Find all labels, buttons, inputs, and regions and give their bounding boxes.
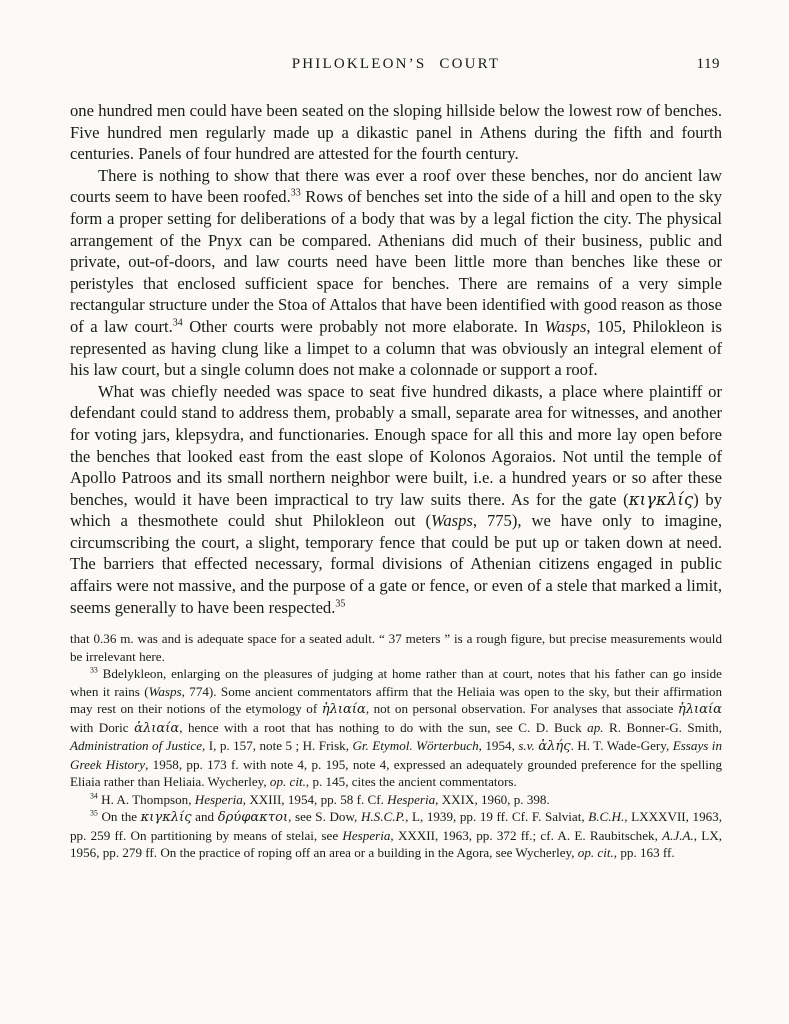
text-run: , pp. 163 ff. — [613, 845, 675, 861]
text-run: What was chiefly needed was space to seat five hundred dikasts, a place where plaintiff or defendant could stand to address them, probably a small, separate area for witnesses, and another for voting jars, klepsydra, and functionaries. Enough space for all this and more lay open before the benches that looked east from the east slope of Kolonos Agoraios. Not until the temple of Apollo Patroos and its small northern neighbor were built, i.e. a hundred years or so after these benches, would it have been impractical to try law suits there. As for the gate ( — [70, 381, 722, 509]
italic-text: Hesperia — [342, 827, 391, 843]
italic-text: op. cit. — [577, 845, 614, 861]
footnote-paragraph — [70, 630, 722, 665]
italic-text: op. cit. — [269, 774, 306, 790]
footnote-marker: 34 — [172, 317, 183, 329]
italic-text: Wasps — [544, 316, 587, 336]
italic-text: Wasps — [148, 683, 182, 699]
footnote-marker: 33 — [90, 665, 98, 675]
footnote-paragraph — [70, 808, 722, 862]
footnote-marker: 35 — [335, 598, 346, 610]
text-run: , XXIX, 1960, p. 398. — [435, 791, 550, 807]
text-run: with Doric — [70, 719, 135, 735]
text-run: Bdelykleon, enlarging on the pleasures of judging at home rather than at court, notes that his father can go inside when it rains ( — [70, 666, 722, 699]
text-run: , 1958, pp. 173 f. with note 4, p. 195, note 4, expressed an adequately grounded preference for the spelling Eliaia rather than Heliaia. Wycherley, — [70, 756, 723, 790]
text-run: , 775), we have only to imagine, circumscribing the court, a slight, temporary fence that could be put up or taken down at need. The barriers that effected necessary, formal divisions of Athenian citizens engaged in public affairs were not massive, and the purpose of a gate or fence, or even of a stele that marked a limit, seems generally to have been respected. — [70, 511, 722, 617]
running-head-title: PHILOKLEON’S COURT — [291, 56, 501, 72]
running-header — [70, 56, 722, 73]
footnote-marker: 33 — [290, 187, 301, 199]
text-run: one hundred men could have been seated on the sloping hillside below the lowest row of benches. Five hundred men regularly made up a dikastic panel in Athens during the fifth and fourth centuries. Panels of four hundred are attested for the fourth century. — [70, 101, 722, 164]
italic-text: Hesperia — [194, 791, 243, 807]
greek-text: ἡλιαία — [321, 702, 366, 718]
italic-text: Essays in Greek History — [70, 738, 722, 772]
text-run: , p. 145, cites the ancient commentators. — [305, 774, 517, 790]
greek-text: δρύφακτοι — [217, 810, 289, 826]
text-run: , 1954, — [478, 738, 519, 754]
greek-text: ἡλιαία — [677, 702, 722, 718]
body-paragraph — [70, 381, 722, 619]
italic-text: ap. — [587, 719, 604, 735]
text-run: Rows of benches set into the side of a hill and open to the sky form a proper setting for deliberations of a body that was by a legal fiction the city. The physical arrangement of the Pnyx can be compared. Athenians did much of their business, public and private, out-of-doors, and law courts need have been little more than benches like these or peristyles that enclosed sufficient space for benches. There are remains of a very simple rectangular structure under the Stoa of Attalos that have been identified with good reason as those of a law court. — [70, 187, 722, 336]
footnotes-section — [70, 630, 722, 862]
text-run: that 0.36 m. was and is adequate space for a seated adult. “ 37 meters ” is a rough figure, but precise measurements would be irrelevant here. — [70, 631, 722, 664]
italic-text: B.C.H. — [588, 809, 625, 825]
text-run: , 105, Philokleon is represented as having clung like a limpet to a column that was obviously an integral element of his law court, but a single column does not make a colonnade or support a roof. — [70, 316, 722, 380]
text-run: . H. T. Wade-Gery, — [570, 738, 673, 754]
body-paragraph — [70, 100, 722, 165]
text-run: ) by which a thesmothete could shut Philokleon out ( — [70, 489, 722, 531]
italic-text: A.J.A. — [662, 827, 694, 843]
text-run: , LXXXVII, 1963, pp. 259 ff. On partitioning by means of stelai, see — [70, 809, 723, 843]
body-paragraph — [70, 165, 722, 381]
text-run: Other courts were probably not more elaborate. In — [182, 316, 545, 336]
italic-text: Administration of Justice — [70, 738, 203, 754]
text-run: , not on personal observation. For analyses that associate — [365, 701, 678, 717]
page-number: 119 — [696, 56, 720, 72]
text-run: , I, p. 157, note 5 ; H. Frisk, — [202, 738, 353, 754]
italic-text: H.S.C.P. — [360, 809, 406, 825]
text-run: On the — [97, 809, 141, 825]
body-text — [70, 100, 722, 618]
text-run: , XXIII, 1954, pp. 58 f. Cf. — [242, 791, 388, 807]
italic-text: Hesperia — [387, 791, 436, 807]
text-run: , 774). Some ancient commentators affirm that the Heliaia was open to the sky, but their affirmation may rest on their notions of the etymology of — [70, 683, 722, 717]
text-run: , hence with a root that has nothing to do with the sun, see C. D. Buck — [179, 719, 588, 735]
text-run: , XXXII, 1963, pp. 372 ff.; cf. A. E. Raubitschek, — [390, 827, 663, 843]
italic-text: s.v. — [518, 738, 535, 754]
text-run: , see S. Dow, — [288, 809, 361, 825]
text-run: and — [191, 809, 218, 825]
text-run: R. Bonner-G. Smith, — [603, 719, 722, 735]
footnote-paragraph — [70, 791, 722, 809]
italic-text: Gr. Etymol. Wörterbuch — [352, 738, 479, 754]
text-run: , LX, 1956, pp. 279 ff. On the practice of roping off an area or a building in the Agora, see Wycherley, — [70, 827, 722, 861]
text-run: There is nothing to show that there was ever a roof over these benches, nor do ancient law courts seem to have been roofed. — [70, 165, 722, 207]
footnote-marker: 34 — [90, 791, 98, 801]
footnote-paragraph — [70, 665, 722, 791]
footnote-marker: 35 — [90, 808, 98, 818]
greek-text: κιγκλίς — [628, 489, 694, 509]
text-run: , L, 1939, pp. 19 ff. Cf. F. Salviat, — [405, 809, 589, 825]
italic-text: Wasps — [431, 511, 473, 531]
text-run: H. A. Thompson, — [97, 791, 195, 807]
greek-text: ἁλής — [538, 739, 571, 755]
greek-text: κιγκλίς — [140, 810, 192, 826]
greek-text: ἁλιαία — [134, 720, 180, 736]
